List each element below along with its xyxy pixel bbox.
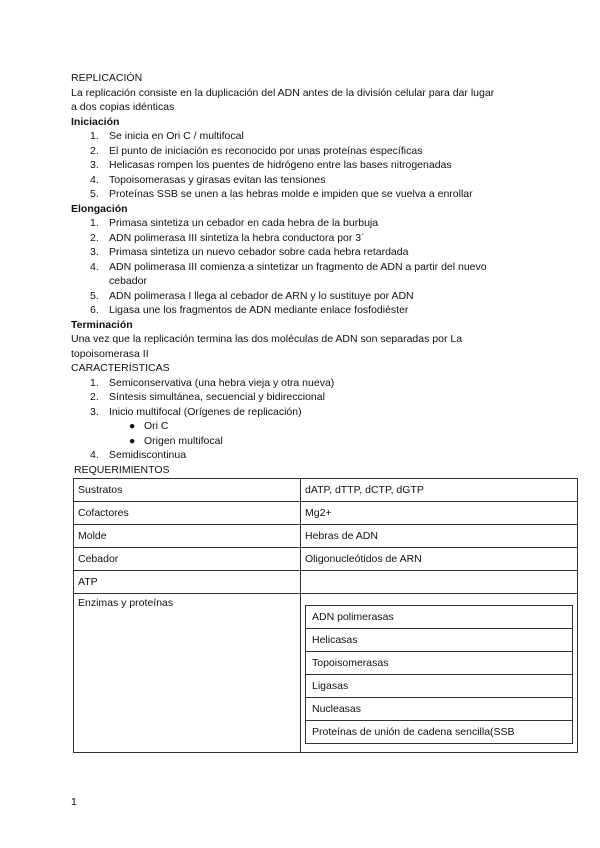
list-item: 2. El punto de iniciación es reconocido por unas proteínas específicas xyxy=(90,144,423,157)
list-iniciacion xyxy=(71,129,581,202)
heading-elongacion: Elongación xyxy=(71,202,128,215)
list-item: ● Origen multifocal xyxy=(129,434,223,447)
list-item: 5. ADN polimerasa I llega al cebador de ARN y lo sustituye por ADN xyxy=(90,289,414,302)
table-row xyxy=(74,479,578,502)
table-cell-label: Molde xyxy=(74,525,301,548)
table-cell-label: Cofactores xyxy=(74,502,301,525)
table-row xyxy=(306,698,573,721)
table-cell-label: ATP xyxy=(74,571,301,594)
enzima-cell: Topoisomerasas xyxy=(306,652,573,675)
table-cell-label: Sustratos xyxy=(74,479,301,502)
table-row xyxy=(74,594,578,753)
table-row xyxy=(306,721,573,744)
table-cell-value xyxy=(301,594,578,753)
heading-caracteristicas: CARACTERÍSTICAS xyxy=(71,362,170,374)
list-caracteristicas xyxy=(71,376,581,420)
bullet-icon: ● xyxy=(129,420,136,432)
table-row xyxy=(74,502,578,525)
list-item: 5. Proteínas SSB se unen a las hebras molde e impiden que se vuelva a enrollar xyxy=(90,188,473,200)
list-item: 1. Primasa sintetiza un cebador en cada hebra de la burbuja xyxy=(90,217,379,229)
table-row xyxy=(306,675,573,698)
requerimientos-table xyxy=(73,478,578,753)
page-number: 1 xyxy=(71,796,77,808)
enzima-cell: Nucleasas xyxy=(306,698,573,721)
table-row xyxy=(74,525,578,548)
table-cell-value: Mg2+ xyxy=(301,502,578,525)
list-item: 4. Topoisomerasas y girasas evitan las tensiones xyxy=(90,173,326,186)
list-item: ● Ori C xyxy=(129,420,169,432)
list-item: 6. Ligasa une los fragmentos de ADN mediante enlace fosfodiéster xyxy=(90,304,409,316)
enzima-cell: Proteínas de unión de cadena sencilla(SSB xyxy=(306,721,573,744)
list-item: 1. Semiconservativa (una hebra vieja y otra nueva) xyxy=(90,376,335,389)
terminacion-line-2: topoisomerasa II xyxy=(71,347,149,360)
intro-line-2: a dos copias idénticas xyxy=(71,101,175,113)
table-row xyxy=(74,571,578,594)
list-item: 4. ADN polimerasa III comienza a sintetizar un fragmento de ADN a partir del nuevo cebador xyxy=(90,260,487,287)
enzima-cell: Helicasas xyxy=(306,629,573,652)
bullet-icon: ● xyxy=(129,434,136,447)
table-cell-label: Cebador xyxy=(74,548,301,571)
list-item: 3. Helicasas rompen los puentes de hidrógeno entre las bases nitrogenadas xyxy=(90,159,452,171)
table-row xyxy=(306,652,573,675)
list-item: 3. Inicio multifocal (Orígenes de replicación) xyxy=(90,405,302,418)
terminacion-line-1: Una vez que la replicación termina las dos moléculas de ADN son separadas por La xyxy=(71,333,463,345)
sublist-origenes xyxy=(71,419,581,448)
enzima-cell: ADN polimerasas xyxy=(306,606,573,629)
list-elongacion xyxy=(71,216,581,318)
table-row xyxy=(74,548,578,571)
table-cell-value: Oligonucleótidos de ARN xyxy=(301,548,578,571)
enzimas-table xyxy=(305,605,573,744)
enzima-cell: Ligasas xyxy=(306,675,573,698)
intro-line-1: La replicación consiste en la duplicación del ADN antes de la división celular para dar lugar xyxy=(71,86,495,99)
table-row xyxy=(306,606,573,629)
table-cell-value xyxy=(301,571,578,594)
list-item: 2. ADN polimerasa III sintetiza la hebra conductora por 3´ xyxy=(90,231,365,244)
list-item: 4. Semidiscontinua xyxy=(90,449,187,461)
heading-terminacion: Terminación xyxy=(71,318,133,331)
list-item: 2. Síntesis simultánea, secuencial y bidireccional xyxy=(90,391,325,403)
heading-requerimientos: REQUERIMIENTOS xyxy=(74,463,170,476)
table-row xyxy=(306,629,573,652)
document-page xyxy=(71,71,581,753)
table-cell-label: Enzimas y proteínas xyxy=(74,594,301,753)
list-caracteristicas-cont xyxy=(71,448,581,463)
table-cell-value: dATP, dTTP, dCTP, dGTP xyxy=(301,479,578,502)
doc-title: REPLICACIÓN xyxy=(71,72,143,84)
list-item: 3. Primasa sintetiza un nuevo cebador sobre cada hebra retardada xyxy=(90,246,409,258)
list-item: 1. Se inicia en Ori C / multifocal xyxy=(90,130,244,142)
heading-iniciacion: Iniciación xyxy=(71,115,120,128)
table-cell-value: Hebras de ADN xyxy=(301,525,578,548)
